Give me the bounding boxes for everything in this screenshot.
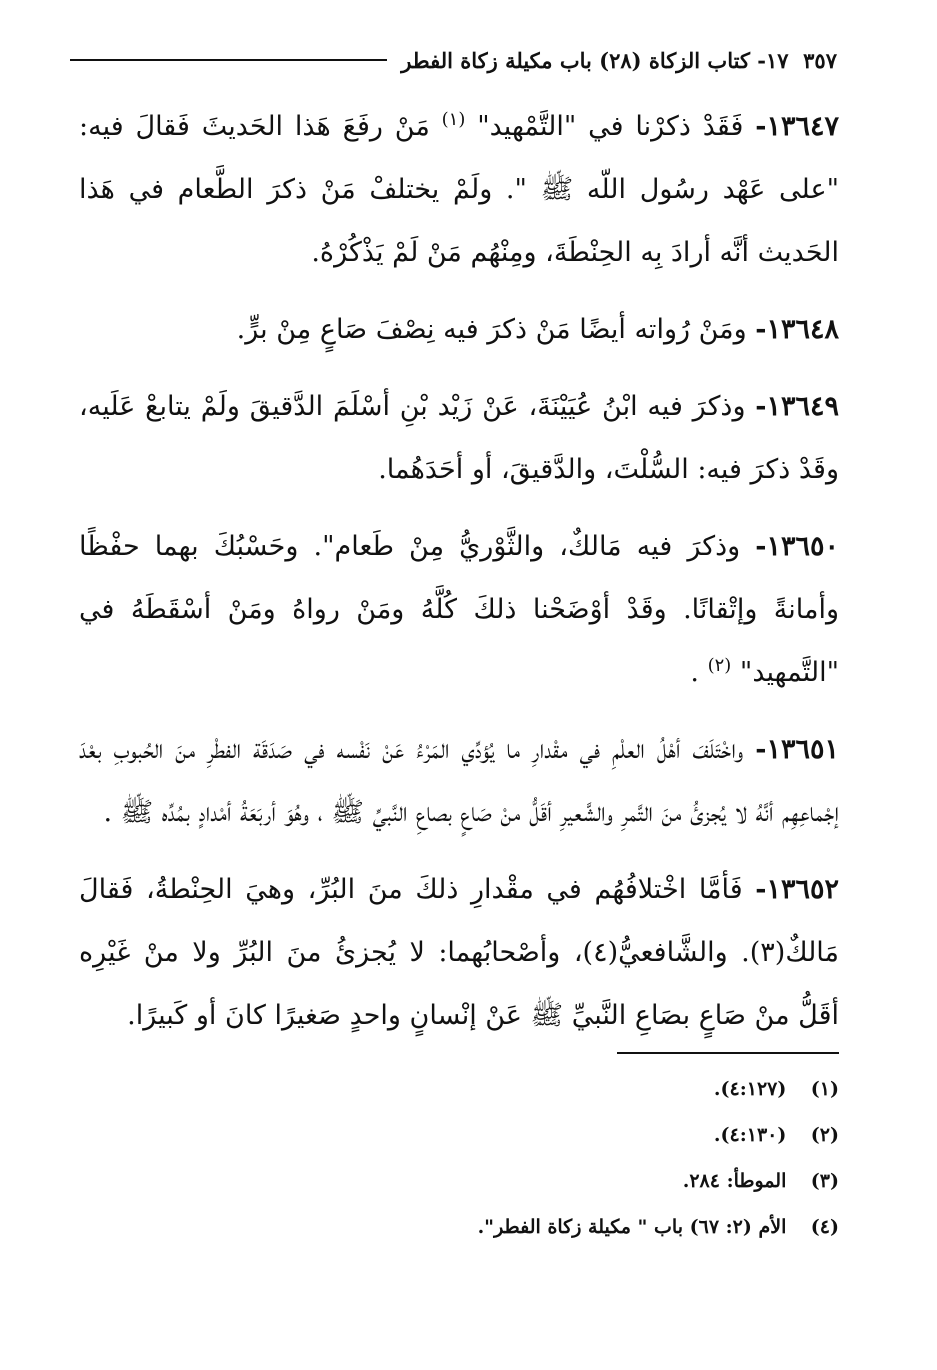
footnote-ref: (١) (441, 109, 466, 130)
paragraph-text: فَأمَّا اخْتلافُهُم في مقْدارِ ذلكَ منَ البُرِّ، وهيَ الحِنْطةُ، فَقالَ مَالكٌ(٣). والشَّافعيُّ(٤)، وأصْحابُهما: لا يُجزئُ منَ البُرِّ ولا منْ غَيْرِه أقَلُّ منْ صَاعٍ بصَاعِ النَّبيِّ ﷺ عَنْ إنْسانٍ واحدٍ صَغيرًا كانَ أو كَبيرًا. (79, 874, 839, 1031)
footnote-text: الأم (٢: ٦٧) باب " مكيلة زكاة الفطر". (477, 1216, 787, 1238)
footnotes (339, 1066, 839, 1250)
footnote-mark: (١) (810, 1078, 839, 1100)
paragraph-text-cont: . (690, 657, 699, 688)
paragraph-13648 (79, 298, 839, 361)
footnote-item (339, 1066, 839, 1112)
paragraph-13652 (79, 858, 839, 1047)
footnote-mark: (٤) (810, 1216, 839, 1238)
paragraph-13651 (79, 718, 839, 844)
paragraph-text-cont: مَنْ رفَعَ هَذا الحَديثَ فَقالَ فيه: "على عَهْد رسُول اللّه ﷺ ". ولَمْ يختلفْ مَنْ ذكرَ الطَّعام في هَذا الحَديث أنَّه أرادَ بِه الحِنْطَةَ، ومِنْهُم مَنْ لَمْ يَذْكُرْهُ. (79, 111, 839, 268)
paragraph-text: وذكرَ فيه مَالكٌ، والثَّوْريُّ مِنْ طَعام". وحَسْبُكَ بهما حفْظًا وأمانةً وإتْقانًا. وقَدْ أوْضَحْنا ذلكَ كُلَّهُ ومَنْ رواهُ ومَنْ أسْقَطَهُ في "التَّمهيد" (79, 531, 839, 688)
paragraph-number: ١٣٦٥٠- (755, 531, 839, 562)
footnote-item (339, 1204, 839, 1250)
footnote-ref: (٢) (707, 655, 732, 676)
footnote-text: (٤:١٣٠). (713, 1124, 787, 1146)
footnote-mark: (٢) (810, 1124, 839, 1146)
running-header (70, 40, 837, 80)
paragraph-text: ومَنْ رُواته أيضًا مَنْ ذكرَ فيه نِصْفَ صَاعٍ مِنْ برٍّ. (236, 314, 747, 345)
footnote-item (339, 1112, 839, 1158)
page-number: ٣٥٧ (803, 47, 837, 73)
paragraph-text: واخْتَلَفَ أهْلُ العلْمِ في مقْدارِ ما يُؤدِّي المَرْءُ عَنْ نَفْسه في صَدَقَة الفطْرِ منَ الحُبوبِ بعْدَ إجْماعِهِم أنَّهُ لا يُجزئُ منَ التَّمرِ والشَّعيرِ أقَلُّ منْ صَاعٍ بصاعِ النَّبيِّ ﷺ ، وهُوَ أربَعَةُ أمْدادٍ بمُدِّه ﷺ . (79, 734, 839, 828)
paragraph-number: ١٣٦٤٨- (755, 314, 839, 345)
footnote-item (339, 1158, 839, 1204)
header-rule (70, 59, 387, 61)
body-text (79, 95, 839, 1061)
paragraph-13649 (79, 375, 839, 501)
paragraph-text: فَقَدْ ذكرْنا في "التَّمْهيد" (477, 111, 744, 142)
paragraph-13650 (79, 515, 839, 704)
footnote-separator (617, 1052, 839, 1054)
paragraph-number: ١٣٦٤٩- (755, 391, 839, 422)
running-title: ١٧- كتاب الزكاة (٢٨) باب مكيلة زكاة الفطر (401, 47, 789, 73)
footnote-mark: (٣) (810, 1170, 839, 1192)
paragraph-number: ١٣٦٤٧- (755, 111, 840, 142)
paragraph-text: وذكرَ فيه ابْنُ عُيَيْنَةَ، عَنْ زَيْد بْنِ أسْلَمَ الدَّقيقَ ولَمْ يتابعْ عَلَيه، وقَدْ ذكرَ فيه: السُّلْتَ، والدَّقيقَ، أو أحَدَهُما. (79, 391, 839, 485)
footnote-text: (٤:١٢٧). (713, 1078, 787, 1100)
paragraph-number: ١٣٦٥٢- (755, 874, 839, 905)
paragraph-13647 (79, 95, 839, 284)
paragraph-number: ١٣٦٥١- (755, 734, 839, 765)
footnote-text: الموطأ: ٢٨٤. (682, 1170, 787, 1192)
